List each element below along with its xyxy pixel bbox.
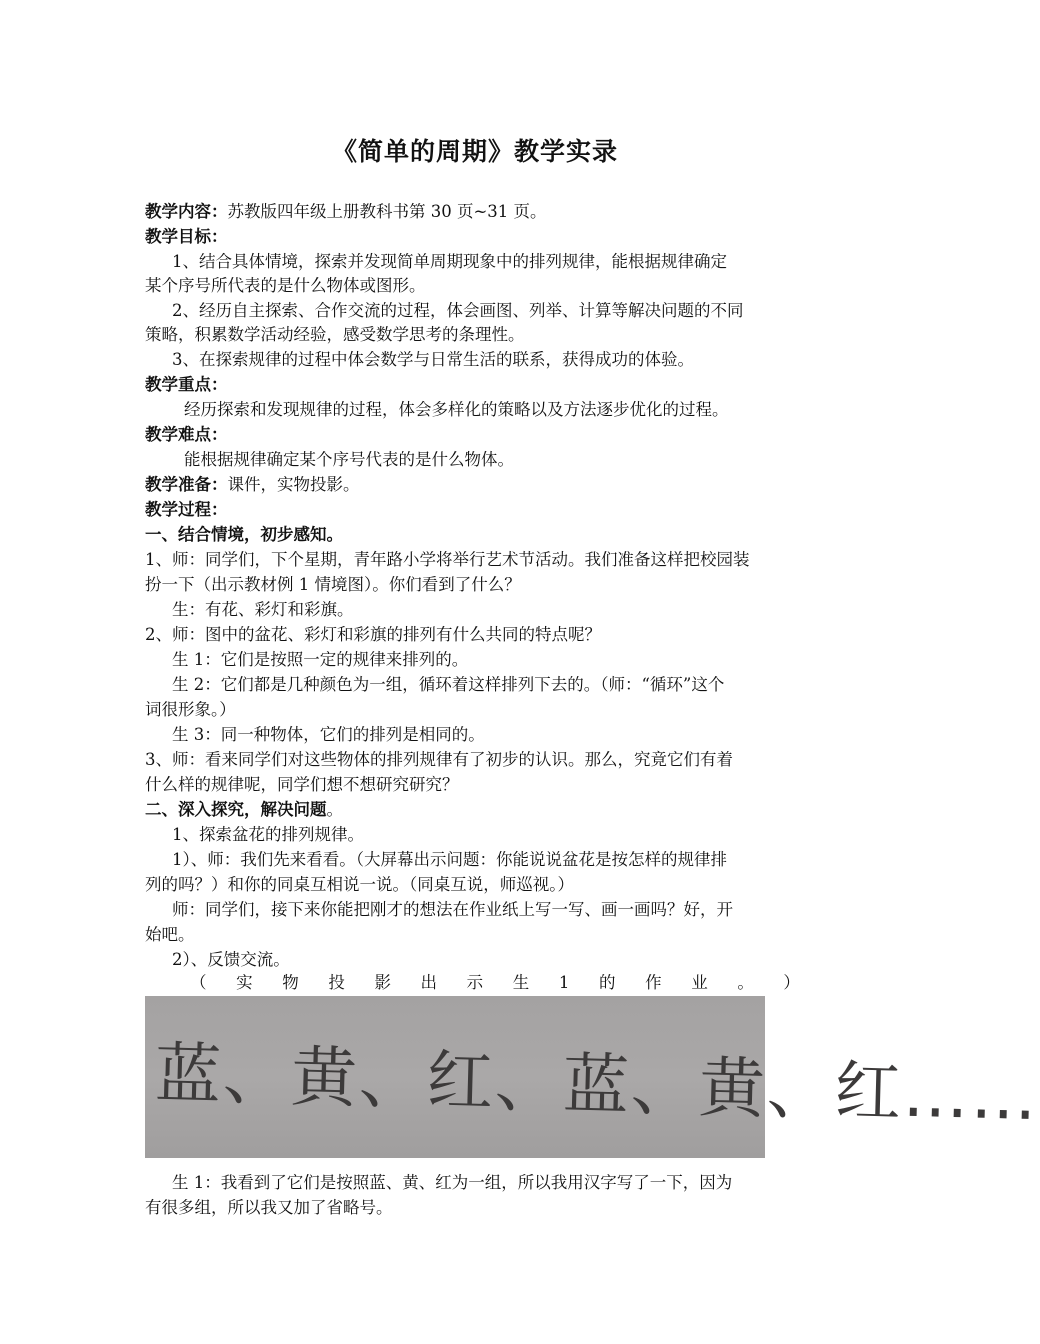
section-2-title: 二、深入探究，解决问题 (145, 800, 327, 819)
content-text: 苏教版四年级上册教科书第 30 页~31 页。 (227, 202, 547, 221)
section-2-heading (145, 798, 810, 822)
handwriting-text: 蓝、黄、红、蓝、黄、红…… (154, 1035, 1040, 1136)
para-3-line-1: 3、师：看来同学们对这些物体的排列规律有了初步的认识。那么，究竟它们有着 (145, 750, 733, 769)
projection-char: 示 (466, 973, 484, 992)
content-label: 教学内容： (145, 202, 228, 221)
para-1-line-1: 1、师：同学们，下个星期，青年路小学将举行艺术节活动。我们准备这样把校园装 (145, 550, 750, 569)
step-2: 2）、反馈交流。 (172, 950, 290, 969)
key-points-text: 经历探索和发现规律的过程，体会多样化的策略以及方法逐步优化的过程。 (184, 400, 729, 419)
para-1-line-2: 扮一下（出示教材例 1 情境图）。你们看到了什么？ (145, 575, 521, 594)
projection-char: 生 (512, 973, 530, 992)
projection-char: 1 (558, 973, 570, 992)
projection-char: 实 (236, 973, 253, 992)
projection-char: ） (783, 973, 800, 992)
key-points-label: 教学重点： (145, 375, 228, 394)
step-1b-line-2: 始吧。 (145, 925, 195, 944)
projection-char: 作 (645, 973, 662, 992)
projection-char: （ (190, 973, 207, 992)
process-label: 教学过程： (145, 500, 228, 519)
document-title: 《简单的周期》教学实录 (331, 137, 618, 166)
homework-photo (145, 996, 1040, 1158)
para-2-student-2-line-2: 词很形象。） (145, 700, 236, 719)
projection-char: 出 (420, 973, 438, 992)
projection-caption (190, 971, 800, 995)
content-line (145, 200, 810, 224)
projection-char: 的 (598, 973, 616, 992)
para-2-student-1: 生 1：它们是按照一定的规律来排列的。 (172, 650, 469, 669)
student-1-answer-line-2: 有很多组，所以我又加了省略号。 (145, 1198, 393, 1217)
projection-char: 业 (691, 973, 708, 992)
difficulty-text: 能根据规律确定某个序号代表的是什么物体。 (184, 450, 514, 469)
preparation-text: 课件，实物投影。 (227, 475, 360, 494)
goal-1-line-2: 某个序号所代表的是什么物体或图形。 (145, 276, 426, 295)
step-1: 1、探索盆花的排列规律。 (172, 825, 364, 844)
para-2: 2、师：图中的盆花、彩灯和彩旗的排列有什么共同的特点呢？ (145, 625, 601, 644)
goal-1-line-1: 1、结合具体情境，探索并发现简单周期现象中的排列规律，能根据规律确定 (172, 252, 727, 271)
goal-3: 3、在探索规律的过程中体会数学与日常生活的联系，获得成功的体验。 (172, 350, 694, 369)
para-3-line-2: 什么样的规律呢，同学们想不想研究研究？ (145, 775, 459, 794)
student-1-answer-line-1: 生 1：我看到了它们是按照蓝、黄、红为一组，所以我用汉字写了一下，因为 (172, 1173, 733, 1192)
para-1-answer: 生：有花、彩灯和彩旗。 (172, 600, 354, 619)
goal-2-line-1: 2、经历自主探索、合作交流的过程，体会画图、列举、计算等解决问题的不同 (172, 301, 744, 320)
projection-char: 物 (282, 973, 299, 992)
goal-2-line-2: 策略，积累数学活动经验，感受数学思考的条理性。 (145, 325, 525, 344)
para-2-student-3: 生 3：同一种物体，它们的排列是相同的。 (172, 725, 485, 744)
preparation-line (145, 473, 810, 497)
section-1-heading: 一、结合情境，初步感知。 (145, 525, 343, 544)
difficulty-label: 教学难点： (145, 425, 228, 444)
projection-char: 投 (328, 973, 345, 992)
preparation-label: 教学准备： (145, 475, 228, 494)
section-2-period: 。 (326, 800, 343, 819)
step-1b-line-1: 师：同学们，接下来你能把刚才的想法在作业纸上写一写、画一画吗？好，开 (172, 900, 733, 919)
projection-char: 影 (374, 973, 391, 992)
step-1a-line-1: 1）、师：我们先来看看。（大屏幕出示问题：你能说说盆花是按怎样的规律排 (172, 850, 727, 869)
para-2-student-2-line-1: 生 2：它们都是几种颜色为一组，循环着这样排列下去的。（师：“循环”这个 (172, 675, 725, 694)
step-1a-line-2: 列的吗？）和你的同桌互相说一说。（同桌互说，师巡视。） (145, 875, 574, 894)
goals-label: 教学目标： (145, 227, 228, 246)
projection-char: 。 (737, 973, 754, 992)
